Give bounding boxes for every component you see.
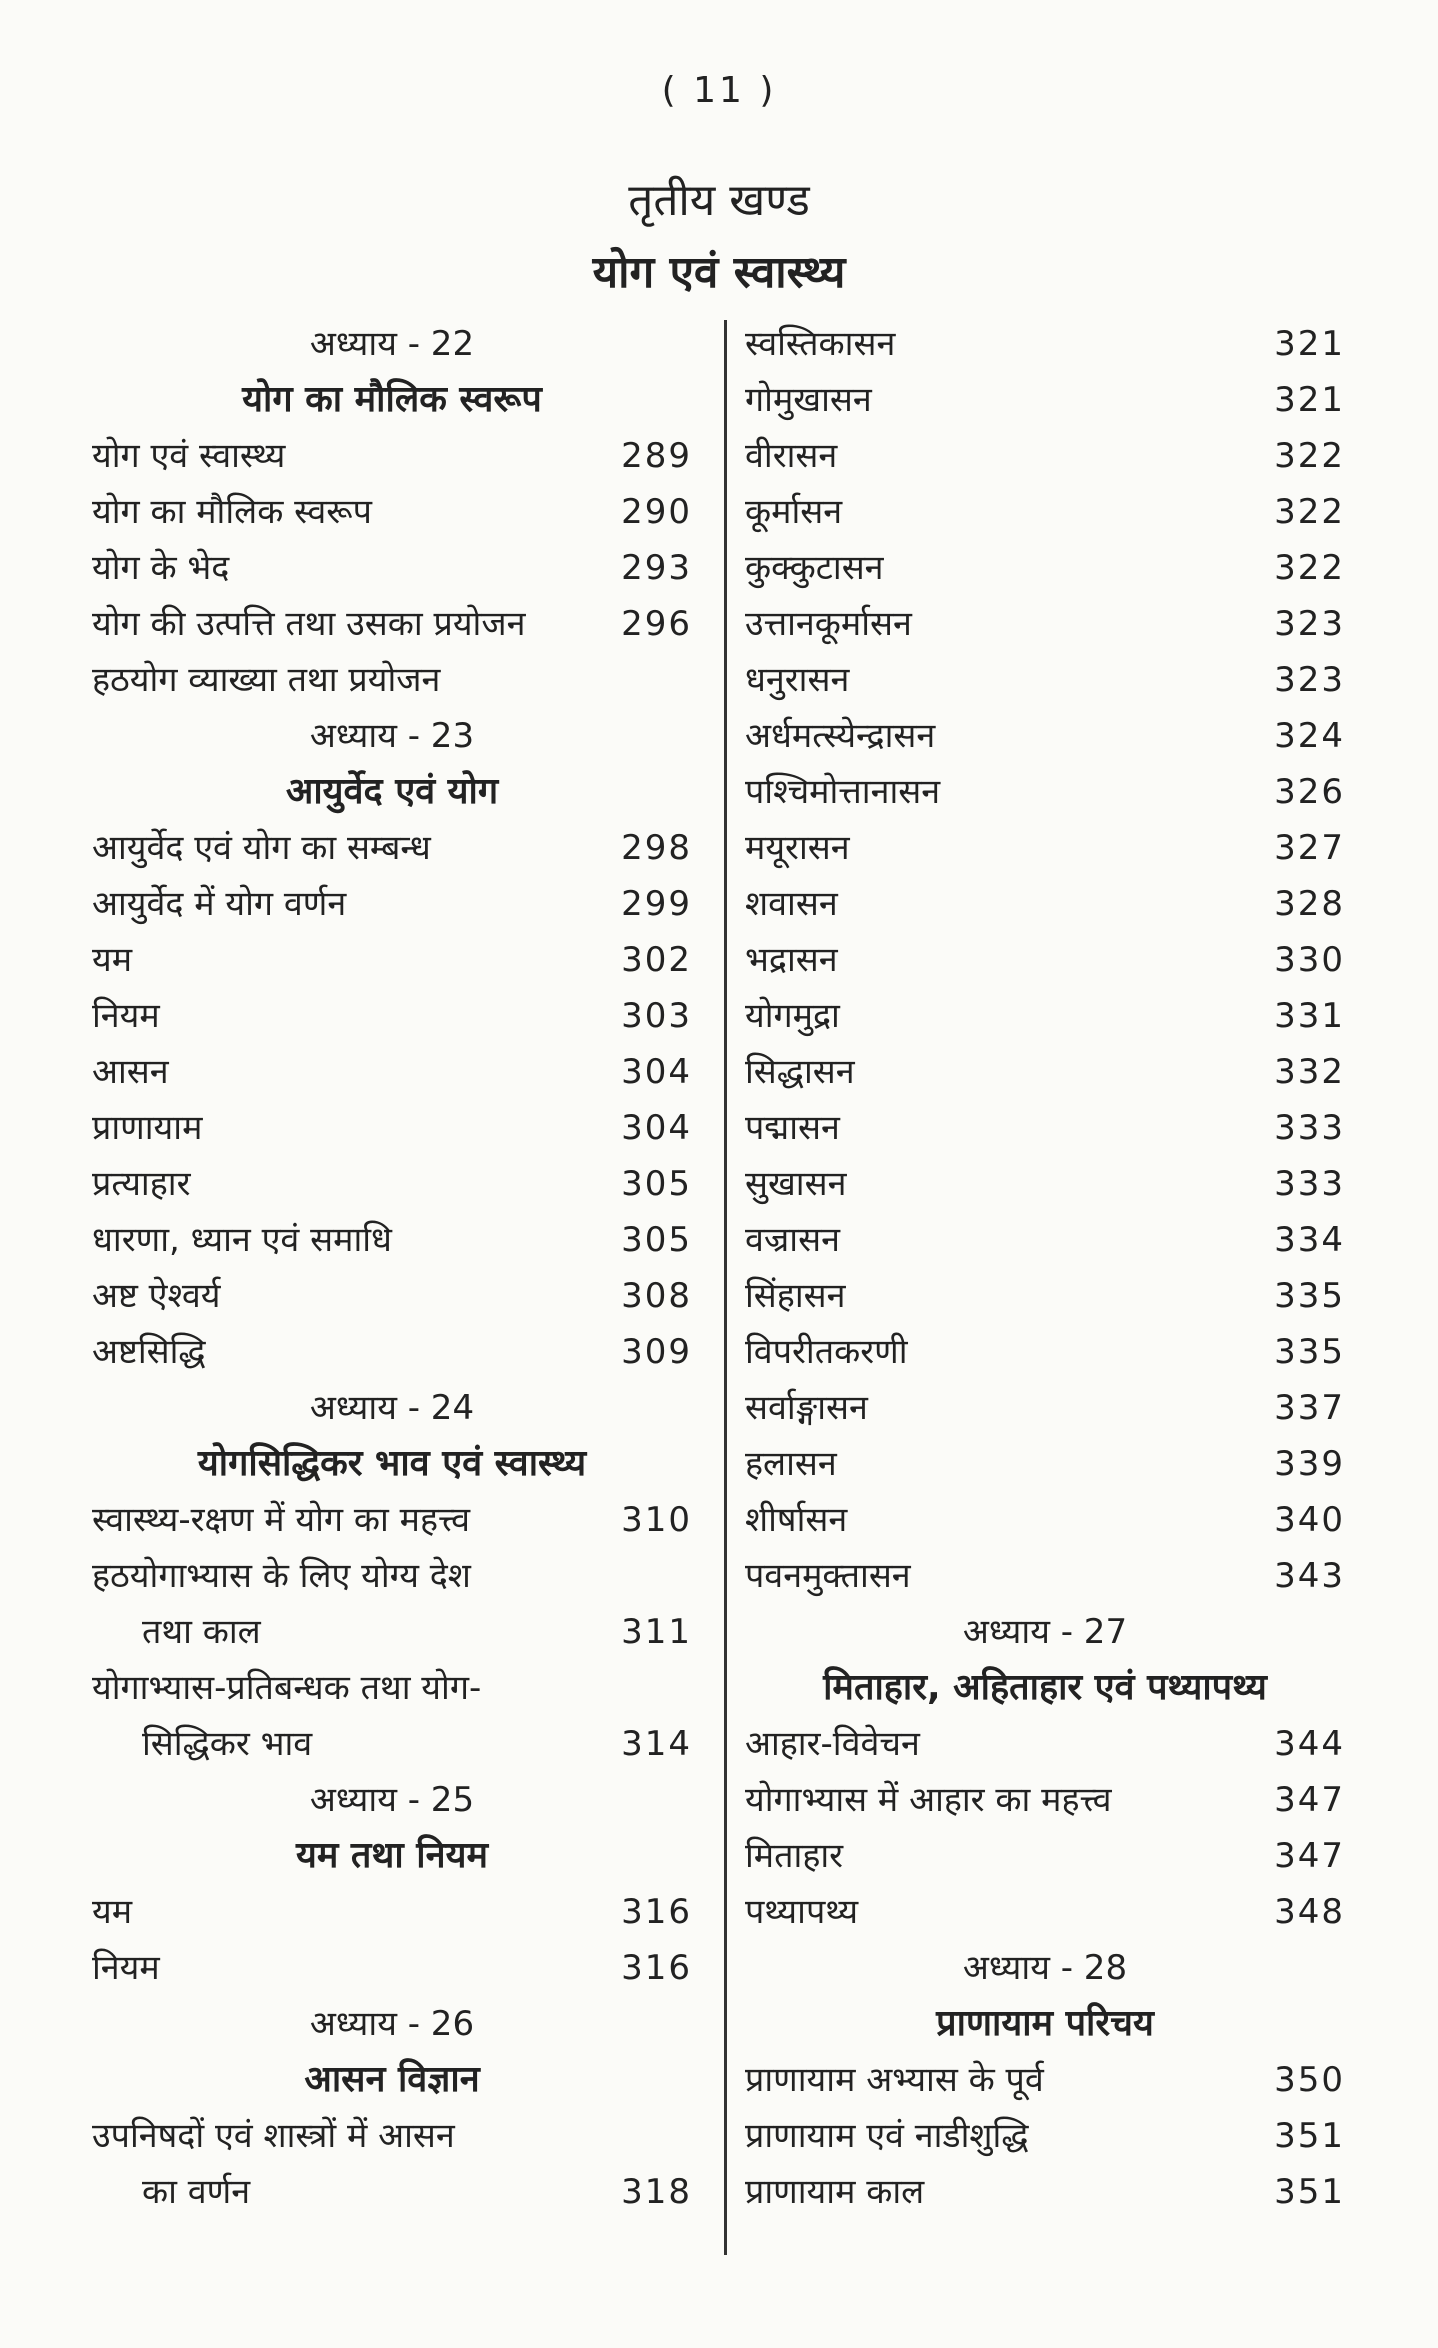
toc-entry-title: प्रत्याहार: [92, 1164, 191, 1204]
toc-entry-page: 311: [621, 1612, 692, 1652]
toc-entry-page: 304: [621, 1108, 692, 1148]
toc-entry-title: सर्वाङ्गासन: [745, 1388, 868, 1428]
toc-entry-title: योगाभ्यास-प्रतिबन्धक तथा योग-: [92, 1668, 482, 1708]
toc-entry: [92, 1604, 692, 1660]
toc-entry-page: 293: [621, 548, 692, 588]
chapter-number: अध्याय - 22: [309, 324, 475, 364]
toc-entry-page: 304: [621, 1052, 692, 1092]
toc-entry-page: 343: [1274, 1556, 1345, 1596]
toc-entry-page: 331: [1274, 996, 1345, 1036]
chapter-number: अध्याय - 23: [309, 716, 475, 756]
toc-entry: [92, 428, 692, 484]
toc-entry: [745, 1884, 1345, 1940]
toc-entry-page: 339: [1274, 1444, 1345, 1484]
toc-entry: [745, 764, 1345, 820]
toc-entry-title: यम: [92, 940, 133, 980]
toc-entry: [92, 876, 692, 932]
chapter-title: आसन विज्ञान: [304, 2059, 480, 2100]
toc-entry-title: भद्रासन: [745, 940, 838, 980]
toc-entry-page: 344: [1274, 1724, 1345, 1764]
toc-entry-page: 334: [1274, 1220, 1345, 1260]
toc-entry: [92, 1156, 692, 1212]
chapter-number: अध्याय - 28: [962, 1948, 1128, 1988]
toc-entry: [745, 1212, 1345, 1268]
toc-entry: [92, 1716, 692, 1772]
toc-entry-title: वीरासन: [745, 436, 838, 476]
toc-entry-title: योग की उत्पत्ति तथा उसका प्रयोजन: [92, 604, 526, 644]
toc-entry-page: 296: [621, 604, 692, 644]
toc-entry-title: गोमुखासन: [745, 380, 872, 420]
toc-entry-title: शवासन: [745, 884, 838, 924]
toc-entry-title: नियम: [92, 1948, 160, 1988]
toc-entry-title: स्वास्थ्य-रक्षण में योग का महत्त्व: [92, 1500, 471, 1540]
toc-entry-title: शीर्षासन: [745, 1500, 848, 1540]
toc-entry-title: तथा काल: [142, 1612, 261, 1652]
column-divider: [724, 320, 727, 2255]
toc-entry-title: आहार-विवेचन: [745, 1724, 920, 1764]
toc-entry: [92, 988, 692, 1044]
toc-entry-page: 316: [621, 1948, 692, 1988]
toc-entry-title: प्राणायाम एवं नाडीशुद्धि: [745, 2116, 1029, 2156]
toc-entry: [92, 540, 692, 596]
toc-entry: [745, 1324, 1345, 1380]
toc-entry-page: 350: [1274, 2060, 1345, 2100]
toc-entry: [745, 1436, 1345, 1492]
toc-entry-title: कूर्मासन: [745, 492, 843, 532]
toc-entry-page: 323: [1274, 604, 1345, 644]
toc-entry: [745, 1268, 1345, 1324]
toc-entry-title: का वर्णन: [142, 2172, 251, 2212]
toc-entry: [745, 708, 1345, 764]
toc-entry-page: 305: [621, 1220, 692, 1260]
toc-entry: [745, 1548, 1345, 1604]
toc-entry-title: योग का मौलिक स्वरूप: [92, 492, 372, 532]
toc-entry-title: धनुरासन: [745, 660, 850, 700]
chapter-title: प्राणायाम परिचय: [936, 2003, 1154, 2044]
toc-entry-page: 314: [621, 1724, 692, 1764]
toc-entry: [92, 2164, 692, 2220]
toc-entry-page: 309: [621, 1332, 692, 1372]
chapter-number: अध्याय - 24: [309, 1388, 475, 1428]
toc-entry-page: 328: [1274, 884, 1345, 924]
toc-entry: [745, 820, 1345, 876]
toc-entry-page: 321: [1274, 380, 1345, 420]
toc-entry: [92, 1660, 692, 1716]
chapter-title: यम तथा नियम: [295, 1835, 489, 1876]
toc-entry-page: 323: [1274, 660, 1345, 700]
toc-entry: [745, 1492, 1345, 1548]
toc-entry-title: पद्मासन: [745, 1108, 840, 1148]
toc-entry: [745, 316, 1345, 372]
toc-entry-title: पश्चिमोत्तानासन: [745, 772, 941, 812]
toc-entry: [745, 1380, 1345, 1436]
toc-entry-page: 333: [1274, 1164, 1345, 1204]
toc-entry-page: 322: [1274, 548, 1345, 588]
toc-entry: [745, 484, 1345, 540]
toc-entry: [745, 2164, 1345, 2220]
toc-entry-page: 308: [621, 1276, 692, 1316]
toc-entry-page: 335: [1274, 1276, 1345, 1316]
toc-entry-title: आसन: [92, 1052, 169, 1092]
toc-entry: [745, 988, 1345, 1044]
toc-entry-page: 322: [1274, 436, 1345, 476]
toc-entry-page: 333: [1274, 1108, 1345, 1148]
toc-entry-page: 347: [1274, 1836, 1345, 1876]
chapter-number: अध्याय - 26: [309, 2004, 475, 2044]
toc-entry: [745, 1156, 1345, 1212]
toc-entry-title: हठयोग व्याख्या तथा प्रयोजन: [92, 660, 441, 700]
toc-entry: [745, 540, 1345, 596]
toc-entry-title: स्वस्तिकासन: [745, 324, 896, 364]
main-title: योग एवं स्वास्थ्य: [592, 247, 846, 298]
toc-entry-page: 299: [621, 884, 692, 924]
toc-entry: [92, 932, 692, 988]
toc-entry-title: नियम: [92, 996, 160, 1036]
toc-entry: [745, 428, 1345, 484]
right-column: [745, 316, 1345, 2220]
toc-entry-page: 322: [1274, 492, 1345, 532]
toc-entry: [92, 1044, 692, 1100]
toc-entry: [745, 876, 1345, 932]
toc-entry-title: सुखासन: [745, 1164, 847, 1204]
toc-entry-title: प्राणायाम: [92, 1108, 203, 1148]
toc-entry-title: सिद्धिकर भाव: [142, 1724, 313, 1764]
toc-entry-title: विपरीतकरणी: [745, 1332, 908, 1372]
toc-entry-title: उपनिषदों एवं शास्त्रों में आसन: [92, 2116, 455, 2156]
toc-entry-page: 310: [621, 1500, 692, 1540]
toc-entry: [745, 596, 1345, 652]
toc-entry-title: उत्तानकूर्मासन: [745, 604, 912, 644]
toc-entry: [745, 1044, 1345, 1100]
toc-entry: [92, 1268, 692, 1324]
toc-entry-title: मयूरासन: [745, 828, 850, 868]
toc-entry-title: अष्ट ऐश्वर्य: [92, 1276, 221, 1316]
toc-entry-title: आयुर्वेद में योग वर्णन: [92, 884, 347, 924]
toc-entry-page: 335: [1274, 1332, 1345, 1372]
toc-entry: [92, 1212, 692, 1268]
toc-entry-title: योग के भेद: [92, 548, 230, 588]
toc-entry-page: 316: [621, 1892, 692, 1932]
toc-entry-page: 340: [1274, 1500, 1345, 1540]
toc-entry: [92, 1884, 692, 1940]
toc-entry: [92, 596, 692, 652]
toc-entry-page: 347: [1274, 1780, 1345, 1820]
toc-entry-page: 298: [621, 828, 692, 868]
toc-entry-title: पवनमुक्तासन: [745, 1556, 911, 1596]
section-heading: तृतीय खण्ड: [628, 175, 810, 226]
chapter-title: मिताहार, अहिताहार एवं पथ्यापथ्य: [823, 1667, 1267, 1708]
toc-entry: [92, 1324, 692, 1380]
toc-entry-title: हलासन: [745, 1444, 837, 1484]
toc-entry: [92, 2108, 692, 2164]
toc-entry-title: अष्टसिद्धि: [92, 1332, 206, 1372]
toc-entry-page: 289: [621, 436, 692, 476]
toc-entry-title: वज्रासन: [745, 1220, 840, 1260]
toc-entry-page: 303: [621, 996, 692, 1036]
toc-entry-title: सिंहासन: [745, 1276, 846, 1316]
chapter-number: अध्याय - 27: [962, 1612, 1128, 1652]
toc-entry: [745, 372, 1345, 428]
toc-entry: [745, 1716, 1345, 1772]
toc-entry-page: 318: [621, 2172, 692, 2212]
chapter-number: अध्याय - 25: [309, 1780, 475, 1820]
toc-entry-page: 351: [1274, 2116, 1345, 2156]
left-column: [92, 316, 692, 2220]
toc-entry-title: धारणा, ध्यान एवं समाधि: [92, 1220, 392, 1260]
toc-entry-page: 337: [1274, 1388, 1345, 1428]
toc-entry-title: प्राणायाम अभ्यास के पूर्व: [745, 2060, 1044, 2100]
toc-entry: [745, 1100, 1345, 1156]
toc-entry-page: 324: [1274, 716, 1345, 756]
toc-entry: [745, 2108, 1345, 2164]
toc-entry: [92, 1492, 692, 1548]
chapter-title: योग का मौलिक स्वरूप: [242, 379, 542, 420]
toc-entry-page: 290: [621, 492, 692, 532]
toc-entry-page: 327: [1274, 828, 1345, 868]
toc-entry: [745, 652, 1345, 708]
toc-entry-title: योगमुद्रा: [745, 996, 840, 1036]
toc-entry-title: आयुर्वेद एवं योग का सम्बन्ध: [92, 828, 431, 868]
page-number: ( 11 ): [661, 70, 777, 111]
toc-entry: [745, 932, 1345, 988]
toc-entry-title: प्राणायाम काल: [745, 2172, 925, 2212]
toc-entry-title: सिद्धासन: [745, 1052, 855, 1092]
toc-entry-title: पथ्यापथ्य: [745, 1892, 859, 1932]
toc-entry-title: यम: [92, 1892, 133, 1932]
toc-entry-page: 305: [621, 1164, 692, 1204]
toc-entry-page: 321: [1274, 324, 1345, 364]
toc-entry-page: 351: [1274, 2172, 1345, 2212]
toc-entry: [745, 1772, 1345, 1828]
chapter-title: आयुर्वेद एवं योग: [285, 771, 499, 812]
chapter-title: योगसिद्धिकर भाव एवं स्वास्थ्य: [197, 1443, 587, 1484]
toc-entry-page: 326: [1274, 772, 1345, 812]
toc-entry-title: हठयोगाभ्यास के लिए योग्य देश: [92, 1556, 471, 1596]
toc-entry-page: 332: [1274, 1052, 1345, 1092]
toc-entry: [745, 2052, 1345, 2108]
toc-entry: [745, 1828, 1345, 1884]
toc-entry-title: अर्धमत्स्येन्द्रासन: [745, 716, 936, 756]
toc-entry-page: 348: [1274, 1892, 1345, 1932]
toc-entry: [92, 652, 692, 708]
toc-entry: [92, 1548, 692, 1604]
toc-entry-title: योगाभ्यास में आहार का महत्त्व: [745, 1780, 1112, 1820]
toc-entry-page: 302: [621, 940, 692, 980]
toc-entry-title: योग एवं स्वास्थ्य: [92, 436, 286, 476]
toc-entry: [92, 484, 692, 540]
toc-entry-title: कुक्कुटासन: [745, 548, 884, 588]
toc-entry-title: मिताहार: [745, 1836, 844, 1876]
toc-entry-page: 330: [1274, 940, 1345, 980]
toc-entry: [92, 1940, 692, 1996]
toc-entry: [92, 820, 692, 876]
toc-entry: [92, 1100, 692, 1156]
